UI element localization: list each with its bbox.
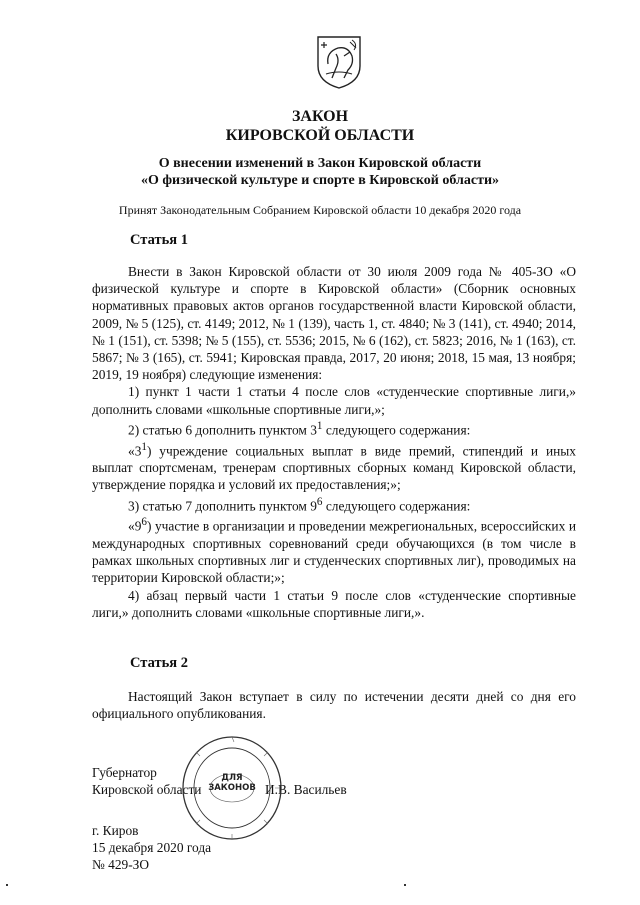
article1-item3: 3) статью 7 дополнить пунктом $9^6$ следующего содержания: xyxy=(128,495,471,514)
law-title-region: КИРОВСКОЙ ОБЛАСТИ xyxy=(225,127,415,144)
article1-item4: 4) абзац первый части 1 статьи 9 после слов «студенческие спортивные лиги,» дополнить словами «школьные спортивные лиги,». xyxy=(92,587,576,620)
scan-speck xyxy=(404,884,406,886)
place-date-number xyxy=(92,822,211,873)
signatory-position: Губернатор Кировской области xyxy=(92,765,202,797)
law-number: № 429-ЗО xyxy=(92,857,150,872)
scan-speck xyxy=(6,884,8,886)
law-subtitle-line1: О внесении изменений в Закон Кировской области xyxy=(158,156,482,171)
adoption-note: Принят Законодательным Собранием Кировской области 10 декабря 2020 года xyxy=(118,203,522,217)
kirov-coat-of-arms-icon xyxy=(314,34,364,90)
law-subtitle-line2: «О физической культуре и спорте в Кировской области» xyxy=(140,173,500,188)
article1-heading: Статья 1 xyxy=(130,232,188,248)
article1-item1: 1) пункт 1 части 1 статьи 4 после слов «студенческие спортивные лиги,» дополнить словами «школьные спортивные лиги,»; xyxy=(92,384,576,417)
signing-city: г. Киров xyxy=(92,823,139,838)
article2-heading: Статья 2 xyxy=(130,655,188,671)
article2-text: Настоящий Закон вступает в силу по истечении десяти дней со дня его официального опубликования. xyxy=(92,689,576,722)
article2-body xyxy=(92,688,576,722)
stamp-text: ДЛЯ ЗАКОНОВ xyxy=(208,773,256,793)
signatory-name: И.В. Васильев xyxy=(265,782,347,797)
article1-body xyxy=(92,263,576,621)
signing-date: 15 декабря 2020 года xyxy=(92,840,212,855)
law-title: ЗАКОН xyxy=(291,108,349,125)
article1-quote1: «$3^1$) учреждение социальных выплат в виде премий, стипендий и иных выплат спортсменам, тренерам спортивных сборных команд Кировской области, утверждение порядка и условий их предоставления;»; xyxy=(92,440,576,493)
article1-item2: 2) статью 6 дополнить пунктом $3^1$ следующего содержания: xyxy=(128,419,471,438)
article1-intro: Внести в Закон Кировской области от 30 июля 2009 года № 405-ЗО «О физической культуре и спорте в Кировской области» (Сборник основных нормативных правовых актов органов государственной власти Кировской области, 2009, № 5 (125), ст. 4149; 2012, № 1 (139), часть 1, ст. 4840; № 3 (141), ст. 4940; 2014, № 1 (151), ст. 5398; № 5 (155), ст. 5536; 2015, № 6 (162), ст. 5823; 2016, № 1 (163), ст. 5867; № 3 (165), ст. 5941; Кировская правда, 2017, 20 июня; 2018, 15 мая, 13 ноября; 2019, 19 ноября) следующие изменения: xyxy=(92,264,576,383)
article1-quote2: «$9^6$) участие в организации и проведении межрегиональных, всероссийских и международных спортивных соревнований среди обучающихся (в том числе в рамках школьных спортивных лиг и студенческих спортивных лиг), проводимых на территории Кировской области;»; xyxy=(92,516,576,586)
